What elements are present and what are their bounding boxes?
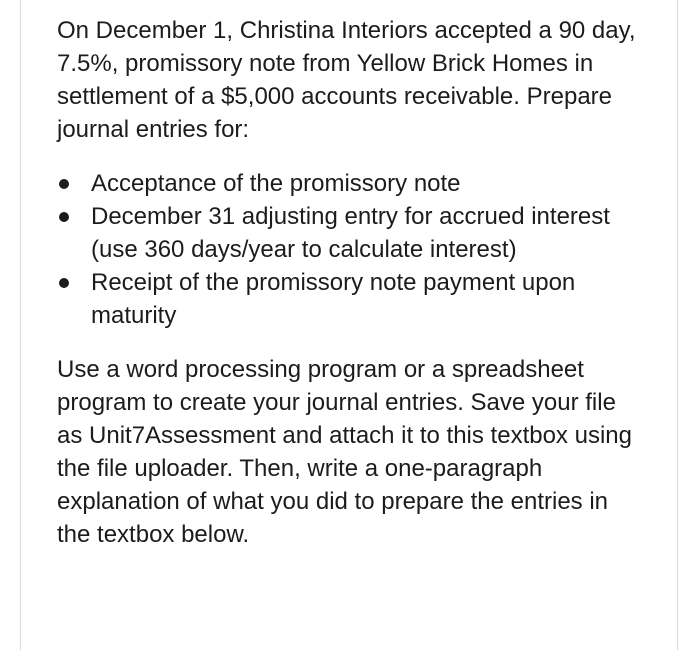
- list-item-text: Receipt of the promissory note payment upon maturity: [91, 269, 576, 329]
- required-entries-list: [57, 167, 637, 332]
- list-item-text: December 31 adjusting entry for accrued interest (use 360 days/year to calculate interest): [91, 203, 610, 263]
- question-intro: On December 1, Christina Interiors accepted a 90 day, 7.5%, promissory note from Yellow Brick Homes in settlement of a $5,000 accounts receivable. Prepare journal entries for:: [57, 17, 636, 143]
- list-item: [57, 167, 637, 200]
- question-card: [20, 0, 678, 650]
- list-item-text: Acceptance of the promissory note: [91, 170, 461, 197]
- list-item: [57, 200, 637, 266]
- list-item: [57, 266, 637, 332]
- question-content: [57, 14, 637, 551]
- bullet-icon: [59, 212, 69, 222]
- bullet-icon: [59, 179, 69, 189]
- question-instructions: Use a word processing program or a spreadsheet program to create your journal entries. Save your file as Unit7Assessment and attach it to this textbox using the file uploader. Then, write a one-paragraph explanation of what you did to prepare the entries in the textbox below.: [57, 356, 632, 548]
- bullet-icon: [59, 278, 69, 288]
